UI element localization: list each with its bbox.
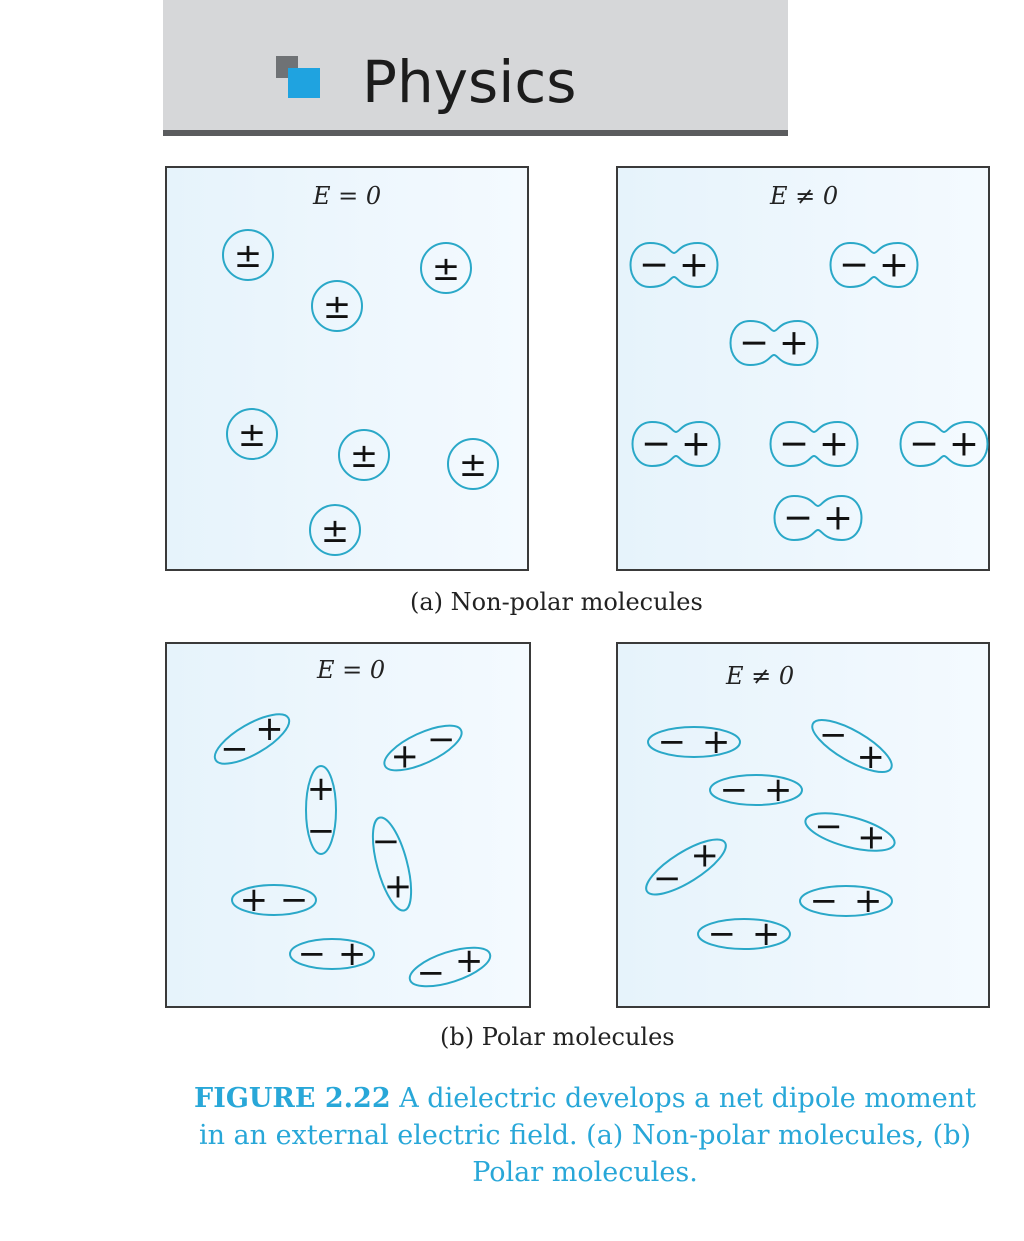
induced-dipole-molecule [731, 321, 818, 365]
subcaption-a: (a) Non-polar molecules [410, 588, 703, 616]
negative-charge: − [657, 722, 687, 762]
book-logo-icon [276, 56, 324, 102]
dipole-molecule [403, 932, 497, 1003]
positive-charge: + [948, 423, 980, 465]
dipole-molecule [306, 766, 336, 854]
panel-polar-no-field [165, 642, 531, 1008]
positive-charge: + [763, 770, 793, 810]
positive-charge: + [822, 497, 854, 539]
negative-charge: − [814, 806, 843, 847]
positive-charge: + [856, 736, 885, 777]
charge-symbol: ± [431, 249, 461, 289]
charge-symbol: ± [349, 436, 379, 476]
positive-charge: + [853, 881, 883, 921]
positive-charge: + [690, 835, 719, 876]
charge-symbol: ± [322, 287, 352, 327]
induced-dipole-molecule [771, 422, 858, 466]
page-title: Physics [362, 48, 577, 116]
subcaption-b: (b) Polar molecules [440, 1023, 675, 1051]
dipole-molecule [710, 770, 802, 810]
induced-dipole-molecule [831, 243, 918, 287]
field-label: E ≠ 0 [770, 182, 839, 210]
negative-charge: − [819, 715, 848, 756]
dipole-molecule [290, 934, 374, 974]
positive-charge: + [818, 423, 850, 465]
dipole-molecule [801, 702, 903, 789]
dipole-molecule [203, 697, 301, 782]
negative-charge: − [306, 811, 336, 852]
charge-symbol: ± [237, 415, 267, 455]
induced-dipole-molecule [633, 422, 720, 466]
negative-charge: − [809, 881, 839, 921]
negative-charge: − [371, 821, 401, 862]
negative-charge: − [427, 719, 456, 760]
negative-charge: − [220, 729, 249, 770]
negative-charge: − [719, 770, 749, 810]
positive-charge: + [778, 322, 810, 364]
dipole-molecule [634, 822, 738, 912]
negative-charge: − [653, 858, 682, 899]
dipole-molecule [648, 722, 740, 762]
negative-charge: − [838, 244, 870, 286]
negative-charge: − [279, 880, 309, 920]
positive-charge: + [390, 736, 419, 777]
negative-charge: − [416, 953, 446, 994]
charge-symbol: ± [320, 511, 350, 551]
panel-nonpolar-with-field [616, 166, 990, 571]
charge-symbol: ± [458, 445, 488, 485]
negative-charge: − [738, 322, 770, 364]
panel-nonpolar-no-field [165, 166, 529, 571]
negative-charge: − [297, 934, 327, 974]
negative-charge: − [908, 423, 940, 465]
induced-dipole-molecule [901, 422, 988, 466]
positive-charge: + [678, 244, 710, 286]
positive-charge: + [454, 940, 484, 981]
dipole-molecule [698, 914, 790, 954]
negative-charge: − [782, 497, 814, 539]
induced-dipole-molecule [775, 496, 862, 540]
positive-charge: + [878, 244, 910, 286]
dipole-molecule [375, 708, 472, 787]
field-label: E = 0 [317, 656, 386, 684]
dipole-molecule [800, 881, 892, 921]
positive-charge: + [306, 768, 336, 809]
negative-charge: − [778, 423, 810, 465]
positive-charge: + [680, 423, 712, 465]
positive-charge: + [701, 722, 731, 762]
charge-symbol: ± [233, 236, 263, 276]
positive-charge: + [751, 914, 781, 954]
dipole-molecule [232, 880, 316, 920]
positive-charge: + [239, 880, 269, 920]
negative-charge: − [707, 914, 737, 954]
field-label: E ≠ 0 [726, 662, 795, 690]
figure-caption-text: A dielectric develops a net dipole moment in an external electric field. (a) Non-polar molecules, (b) Polar molecules. [198, 1083, 976, 1188]
induced-dipole-molecule [631, 243, 718, 287]
dipole-molecule [800, 798, 901, 866]
positive-charge: + [383, 866, 413, 907]
figure-label: FIGURE 2.22 [194, 1083, 391, 1114]
positive-charge: + [337, 934, 367, 974]
dipole-molecule [361, 813, 422, 916]
negative-charge: − [638, 244, 670, 286]
figure-caption [190, 1080, 980, 1191]
negative-charge: − [640, 423, 672, 465]
field-label: E = 0 [313, 182, 382, 210]
positive-charge: + [857, 817, 886, 858]
positive-charge: + [255, 708, 284, 749]
panel-polar-with-field [616, 642, 990, 1008]
